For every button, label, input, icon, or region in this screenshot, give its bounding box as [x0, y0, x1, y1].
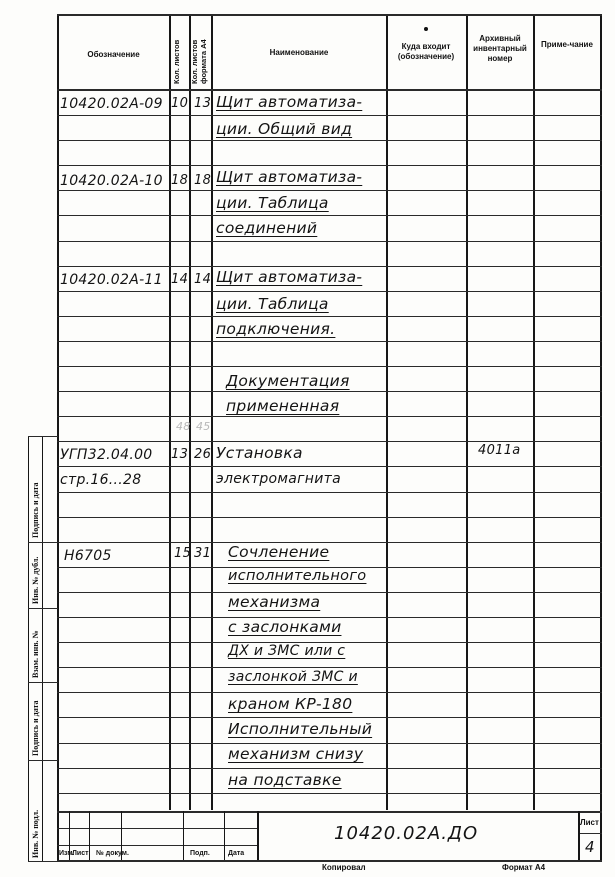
section-applied-docs-line-1: Документация	[226, 372, 350, 390]
title-block-row-1	[57, 828, 257, 829]
faint-mark-1: 48	[176, 420, 191, 433]
row-2-name-line-2: ции. Таблица	[216, 194, 329, 212]
footer-copied: Копировал	[322, 863, 366, 872]
frame-top-line	[57, 14, 602, 16]
margin-label-signature-date-1: Подпись и дата	[31, 482, 40, 538]
row-6-designation: Н6705	[64, 548, 112, 564]
row-3-sheets: 14	[171, 272, 189, 287]
row-line	[57, 366, 602, 367]
row-6-name-line-10: на подставке	[228, 771, 342, 789]
row-6-a4: 31	[194, 546, 212, 561]
footer-format: Формат А4	[502, 863, 546, 872]
row-3-designation: 10420.02А-11	[60, 272, 163, 288]
row-6-name-line-8: Исполнительный	[228, 720, 373, 738]
row-line	[57, 291, 602, 292]
margin-label-signature-date-2: Подпись и дата	[31, 700, 40, 756]
row-line	[57, 441, 602, 442]
margin-line-1	[28, 436, 58, 437]
title-col-doc-no: № докум.	[96, 850, 129, 857]
sheet-number: 4	[585, 838, 595, 856]
row-line	[57, 542, 602, 543]
row-line	[57, 768, 602, 769]
header-bottom-line	[57, 89, 602, 91]
row-2-a4: 18	[194, 173, 212, 188]
row-3-name-line-3: подключения.	[216, 320, 336, 338]
title-block-bottom-line	[57, 860, 602, 862]
title-block-row-2	[57, 845, 257, 846]
title-col-change: Изм.	[59, 850, 75, 857]
margin-label-replacement-inv: Взам. инв. №	[31, 630, 40, 678]
sheet-box-line	[578, 833, 602, 834]
row-line	[57, 743, 602, 744]
row-6-name-line-1: Сочленение	[228, 543, 330, 561]
row-6-name-line-3: механизма	[228, 593, 321, 611]
row-3-name-line-1: Щит автоматиза-	[216, 268, 363, 286]
row-line	[57, 190, 602, 191]
row-line	[57, 793, 602, 794]
margin-line-2	[28, 542, 58, 543]
row-6-name-line-7: краном КР-180	[228, 695, 353, 713]
title-block-top-line	[57, 811, 602, 813]
row-2-name-line-1: Щит автоматиза-	[216, 168, 363, 186]
margin-line-3	[28, 608, 58, 609]
row-line	[57, 517, 602, 518]
row-5-sheets: 13	[171, 447, 189, 462]
row-6-sheets: 15	[174, 546, 192, 561]
row-line	[57, 266, 602, 267]
row-5-archive: 4011а	[478, 443, 521, 458]
margin-label-duplicate-inv: Инв. № дубл.	[31, 556, 40, 604]
faint-mark-2: 45	[196, 420, 211, 433]
col-archive-line	[466, 14, 468, 810]
header-sheet-count: Кол. листов	[172, 39, 181, 84]
row-line	[57, 316, 602, 317]
margin-line-6	[28, 861, 58, 862]
row-6-name-line-4: с заслонками	[228, 618, 342, 636]
row-1-name-line-1: Щит автоматиза-	[216, 93, 363, 111]
row-5-designation-pages: стр.16...28	[60, 472, 142, 488]
row-3-name-line-2: ции. Таблица	[216, 295, 329, 313]
margin-line-5	[28, 760, 58, 761]
header-format-a4: Кол. листов формата А4	[190, 39, 208, 84]
header-archive-number: Архивный инвентарный номер	[473, 34, 527, 63]
row-5-a4: 26	[194, 447, 212, 462]
row-line	[57, 492, 602, 493]
margin-col-line-1	[28, 436, 29, 861]
row-1-designation: 10420.02А-09	[60, 96, 163, 112]
title-col-2	[89, 811, 90, 860]
row-2-name-line-3: соединений	[216, 219, 318, 237]
title-col-signature: Подп.	[190, 850, 210, 857]
row-5-name-line-1: Установка	[216, 444, 303, 462]
section-applied-docs-line-2: примененная	[226, 397, 340, 415]
header-designation: Обозначение	[87, 50, 140, 59]
row-line	[57, 215, 602, 216]
row-6-name-line-9: механизм снизу	[228, 745, 364, 763]
row-line	[57, 391, 602, 392]
row-line	[57, 717, 602, 718]
header-name: Наименование	[269, 48, 329, 57]
row-6-name-line-2: исполнительного	[228, 568, 367, 584]
row-line	[57, 115, 602, 116]
row-1-sheets: 10	[171, 96, 189, 111]
row-2-designation: 10420.02А-10	[60, 173, 163, 189]
row-line	[57, 341, 602, 342]
title-col-5	[224, 811, 225, 860]
margin-label-original-inv: Инв. № подл.	[31, 809, 40, 858]
row-1-a4: 13	[194, 96, 212, 111]
col-where-line	[386, 14, 388, 810]
row-5-name-line-2: электромагнита	[216, 471, 341, 487]
document-number: 10420.02А.ДО	[334, 823, 479, 844]
row-line	[57, 140, 602, 141]
title-col-4	[183, 811, 184, 860]
row-line	[57, 466, 602, 467]
row-1-name-line-2: ции. Общий вид	[216, 120, 353, 138]
row-line	[57, 416, 602, 417]
title-col-6	[257, 811, 259, 860]
header-marker-dot	[424, 27, 428, 31]
row-2-sheets: 18	[171, 173, 189, 188]
row-6-name-line-5: ДХ и ЗМС или с	[228, 643, 346, 659]
row-line	[57, 165, 602, 166]
margin-line-4	[28, 682, 58, 683]
row-line	[57, 667, 602, 668]
col-name-line	[211, 14, 213, 810]
col-a4-line	[189, 14, 191, 810]
col-note-line	[533, 14, 535, 810]
sheet-label: Лист	[580, 818, 599, 827]
row-3-a4: 14	[194, 272, 212, 287]
row-5-designation: УГП32.04.00	[60, 447, 153, 463]
col-sheets-line	[169, 14, 171, 810]
row-6-name-line-6: заслонкой ЗМС и	[228, 669, 358, 685]
title-col-sheet: Лист	[72, 850, 89, 857]
header-where-included: Куда входит (обозначение)	[397, 42, 455, 61]
row-line	[57, 241, 602, 242]
margin-col-line-2	[42, 436, 43, 861]
title-col-date: Дата	[228, 850, 245, 857]
header-note: Приме-чание	[541, 40, 593, 49]
row-line	[57, 692, 602, 693]
row-line	[57, 592, 602, 593]
